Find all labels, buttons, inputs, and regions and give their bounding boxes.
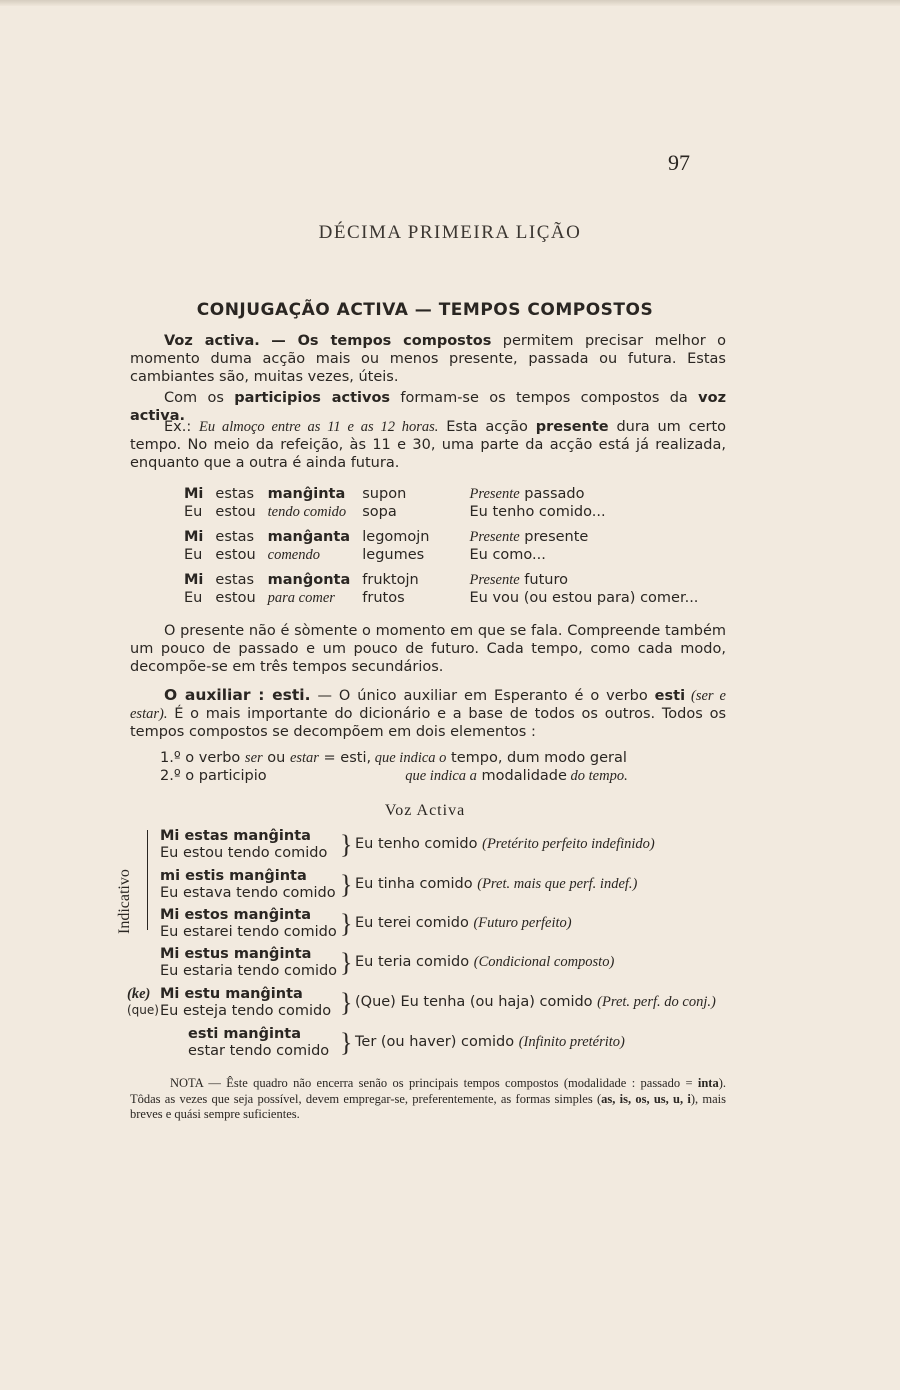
enum-item <box>160 767 720 785</box>
ke-label: (ke) <box>127 986 151 1002</box>
conj-pt: Eu estou tendo comido <box>160 845 328 861</box>
conj-pt: Eu estava tendo comido <box>160 885 336 901</box>
p3-a: Ex.: <box>164 419 200 435</box>
p5-a: — O único auxiliar em Esperanto é o verbo <box>310 688 655 704</box>
que-prefix <box>127 1003 159 1017</box>
paragraph-auxiliar <box>130 686 726 741</box>
enum-text: do tempo. <box>566 768 628 784</box>
example-table <box>178 486 704 607</box>
section-title: CONJUGAÇÃO ACTIVA — TEMPOS COMPOSTOS <box>196 300 654 320</box>
enum-text: ou <box>262 750 290 766</box>
conj-tense: (Condicional composto) <box>473 954 615 970</box>
enum-text: modalidade <box>476 768 567 784</box>
conj-tense: (Futuro perfeito) <box>473 915 572 931</box>
conj-eo: Mi estu manĝinta <box>160 986 303 1002</box>
ex-cell: manĝanta <box>267 529 351 545</box>
ex-cell: Presente <box>469 486 520 502</box>
brace-icon: } <box>340 948 353 977</box>
ex-cell: estou <box>215 503 256 520</box>
brace-icon: } <box>340 1028 353 1057</box>
page-edge <box>0 0 900 6</box>
conj-pt: Eu estaria tendo comido <box>160 963 338 979</box>
brace-icon: } <box>340 909 353 938</box>
conj-meaning: Ter (ou haver) comido <box>355 1034 519 1050</box>
ex-cell: estas <box>215 486 255 502</box>
example-row <box>178 504 704 522</box>
page-number: 97 <box>668 150 690 175</box>
ex-cell: Mi <box>184 486 204 502</box>
ex-cell: fruktojn <box>362 572 419 588</box>
brace-icon: } <box>340 830 353 859</box>
conj-eo: Mi estas manĝinta <box>160 828 311 844</box>
que-label: (que) <box>127 1003 159 1017</box>
p3-c: Esta acção <box>438 419 536 435</box>
ex-cell: Presente <box>469 572 520 588</box>
ex-cell: legomojn <box>362 529 430 545</box>
enum-number: 1.º <box>160 750 181 766</box>
p3-d: presente <box>535 419 609 435</box>
conj-meaning: Eu teria comido <box>355 954 474 970</box>
conj-tense: (Pret. perf. do conj.) <box>597 994 716 1010</box>
voz-activa-text: permitem precisar melhor o momento duma acção mais ou menos presente, passada ou futura. Estas cambiantes são, muitas vezes, úteis. <box>130 333 727 385</box>
ex-cell: Eu <box>184 503 203 520</box>
p2-d: voz activa. <box>130 390 727 424</box>
enum-text: o participio <box>185 768 267 784</box>
conj-eo: Mi estos manĝinta <box>160 907 312 923</box>
conj-eo: mi estis manĝinta <box>160 868 307 884</box>
conj-meaning: Eu tinha comido <box>355 876 478 892</box>
note-d: as, is, os, us, u, i <box>601 1091 691 1106</box>
auxiliar-lead: O auxiliar : esti. <box>164 686 311 704</box>
note-c: ). Tôdas as vezes que seja possível, devem empregar-se, preferentemente, as formas simples ( <box>130 1076 726 1106</box>
paragraph-example <box>130 418 726 472</box>
voz-activa-bold: — Os tempos compostos <box>271 333 492 349</box>
ex-cell: Eu como... <box>469 546 546 563</box>
ex-cell: comendo <box>267 546 320 563</box>
ex-cell: tendo comido <box>267 503 347 520</box>
p3-b: Eu almoço entre as 11 e as 12 horas. <box>199 419 439 435</box>
enum-text: tempo, dum modo geral <box>446 750 627 766</box>
indicativo-label <box>116 842 148 932</box>
ex-cell: estas <box>215 529 255 545</box>
ke-prefix <box>127 986 150 1003</box>
note-b: inta <box>697 1076 719 1090</box>
voz-activa-lead: Voz activa. <box>164 333 260 349</box>
ex-cell: estas <box>215 572 255 588</box>
conj-eo: Mi estus manĝinta <box>160 946 312 962</box>
p5-d: É o mais importante do dicionário e a base de todos os outros. Todos os tempos compostos se decompõem em dois elementos : <box>130 706 726 740</box>
ex-cell: passado <box>519 486 585 502</box>
ex-cell: presente <box>519 529 589 545</box>
ex-cell: para comer <box>267 589 335 606</box>
footnote <box>130 1076 726 1123</box>
ex-cell: legumes <box>362 546 425 563</box>
note-a: NOTA — Êste quadro não encerra senão os principais tempos compostos (modalidade : passado = <box>170 1076 698 1090</box>
example-row <box>178 529 704 547</box>
conj-tense: (Pretérito perfeito indefinido) <box>482 836 655 852</box>
ex-cell: Eu <box>184 546 203 563</box>
ex-cell: Eu <box>184 589 203 606</box>
example-row <box>178 486 704 504</box>
indicativo-bracket <box>147 830 148 930</box>
enum-number: 2.º <box>160 768 181 784</box>
conj-pt: Eu esteja tendo comido <box>160 1003 332 1019</box>
conj-eo: esti manĝinta <box>188 1026 302 1042</box>
enum-text: estar <box>289 750 319 766</box>
ex-cell: sopa <box>362 503 397 520</box>
lesson-title: DÉCIMA PRIMEIRA LIÇÃO <box>318 222 582 243</box>
p2-b: participios activos <box>234 390 391 406</box>
ex-cell: supon <box>362 486 407 502</box>
p3-e: dura um certo tempo. No meio da refeição, às 11 e 30, uma parte da acção está já realizada, enquanto que a outra é ainda futura. <box>130 419 727 471</box>
conj-meaning: (Que) Eu tenha (ou haja) comido <box>355 994 598 1010</box>
ex-cell: Mi <box>184 572 204 588</box>
example-row <box>178 572 704 590</box>
ex-cell: manĝonta <box>267 572 351 588</box>
ex-cell: frutos <box>362 589 405 606</box>
p2-c: formam-se os tempos compostos da <box>390 390 699 406</box>
conj-tense: (Pret. mais que perf. indef.) <box>477 876 638 892</box>
conj-pt: Eu estarei tendo comido <box>160 924 337 940</box>
ex-cell: manĝinta <box>267 486 346 502</box>
indicativo-text: Indicativo <box>116 869 133 934</box>
p2-a: Com os <box>164 390 235 406</box>
ex-cell: Mi <box>184 529 204 545</box>
p5-b: esti <box>654 688 686 704</box>
conj-meaning: Eu tenho comido <box>355 836 483 852</box>
ex-cell: estou <box>215 589 256 606</box>
brace-icon: } <box>340 870 353 899</box>
conj-meaning: Eu terei comido <box>355 915 474 931</box>
enum-text: que indica o <box>371 750 447 766</box>
enum-text: = esti, <box>318 750 372 766</box>
example-row <box>178 590 704 608</box>
ex-cell: estou <box>215 546 256 563</box>
p5-c: (ser e estar). <box>130 688 726 722</box>
voz-activa-title: Voz Activa <box>384 802 466 819</box>
brace-icon: } <box>340 988 353 1017</box>
enum-text: o verbo <box>185 750 245 766</box>
conj-pt: estar tendo comido <box>188 1043 330 1059</box>
enum-text: ser <box>244 750 263 766</box>
enum-item <box>160 749 720 767</box>
ex-cell: futuro <box>519 572 568 588</box>
ex-cell: Eu vou (ou estou para) comer... <box>469 589 699 606</box>
paragraph-voz-activa <box>130 332 726 386</box>
ex-cell: Eu tenho comido... <box>469 503 606 520</box>
enum-text: que indica a <box>405 768 477 784</box>
paragraph-presente: O presente não é sòmente o momento em que se fala. Compreende também um pouco de passado e um pouco de futuro. Cada tempo, como cada modo, decompõe-se em três tempos secundários. <box>130 623 726 675</box>
example-row <box>178 547 704 565</box>
note-e: ), mais breves e quási sempre suficientes. <box>130 1091 726 1121</box>
conj-tense: (Infinito pretérito) <box>518 1034 625 1050</box>
ex-cell: Presente <box>469 529 520 545</box>
